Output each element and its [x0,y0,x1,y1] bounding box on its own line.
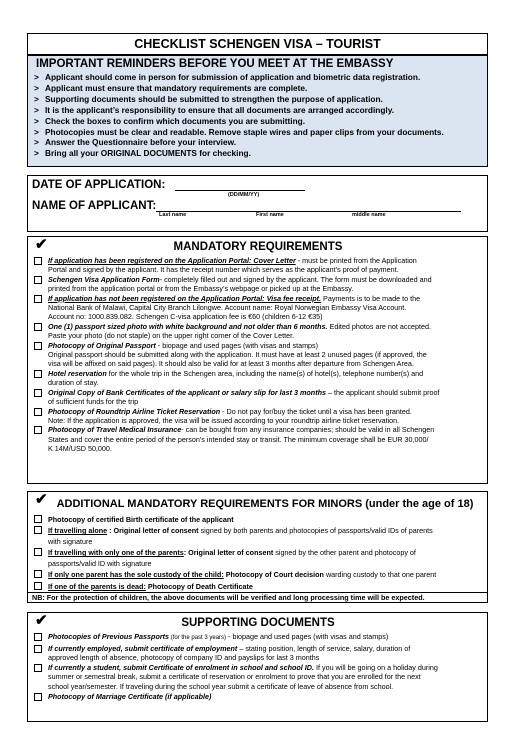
supporting-heading-row [33,613,483,632]
item-line [48,653,483,663]
reminders-box [27,55,488,167]
reminder-item [34,137,481,148]
item-title: Photocopy of certified Birth certificate of the applicant [48,515,234,524]
reminder-text: Supporting documents should be submitted to strengthen the purpose of application. [45,93,383,104]
item-subtitle: : Original letter of consent [107,526,199,536]
item-title: If application has been registered on the Application Portal: Cover Letter [48,256,296,265]
item-line [48,558,483,569]
item-line [48,350,483,359]
date-label: DATE OF APPLICATION: [32,179,166,191]
checklist-item [33,525,483,547]
bullet-icon: > [34,137,39,148]
applicant-box [27,175,488,232]
reminder-item [34,72,481,83]
checklist-item [33,407,483,426]
name-label: NAME OF APPLICANT: [32,200,157,212]
reminders-heading: IMPORTANT REMINDERS BEFORE YOU MEET AT THE EMBASSY [36,58,394,70]
item-line [48,672,483,682]
checkbox[interactable] [34,570,42,578]
minors-heading-row [33,492,483,514]
item-title: Photocopies of Previous Passports [48,632,170,641]
item-line [48,663,483,673]
checkbox[interactable] [34,664,42,672]
item-text: - biopage and used pages (with visas and stamps) [155,340,319,350]
item-line [48,569,483,580]
minors-heading: ADDITIONAL MANDATORY REQUIREMENTS FOR MINORS (under the age of 18) [56,498,474,510]
supporting-section [27,612,488,722]
checkbox[interactable] [34,526,42,534]
checkbox[interactable] [34,693,42,701]
item-line [48,632,483,644]
item-text: - can be bought from any insurance companies; should be valid in all Schengen [181,425,435,435]
item-line [48,435,483,444]
item-line [48,444,483,453]
reminder-text: Applicant should come in person for submission of application and biometric data registration. [45,72,421,82]
mandatory-heading: MANDATORY REQUIREMENTS [173,241,343,253]
item-line [48,514,483,525]
date-format-hint: (DD/MM/YY) [228,192,260,198]
item-line [48,407,483,416]
checkmark-icon: ✔ [35,236,48,253]
mandatory-list [33,256,483,454]
item-text: Edited photos are not accepted. [327,321,432,331]
mandatory-heading-row [33,237,483,256]
item-line [48,525,483,536]
minors-note: NB: For the protection of children, the above documents will be verified and long processing time will be expected. [28,592,487,603]
item-text: – the applicant should submit proof [325,387,440,397]
item-line [48,397,483,406]
item-line [48,322,483,331]
item-title: One (1) passport sized photo with white background and not older than 6 months. [48,321,328,331]
checklist-item [33,275,483,294]
bullet-icon: > [34,115,39,126]
item-line [48,416,483,425]
reminder-item [34,148,481,159]
item-text: States and cover the entire period of the person’s intended stay or transit. The minimum coverage shall be EUR 30,000/ [48,434,429,444]
item-line [48,265,483,274]
item-line [48,275,483,284]
checkmark-icon: ✔ [35,491,48,508]
checkbox[interactable] [34,370,42,378]
reminder-text: Photocopies must be clear and readable. Remove staple wires and paper clips from your documents. [45,126,444,137]
reminders-list [34,72,481,159]
supporting-heading: SUPPORTING DOCUMENTS [181,617,335,629]
date-row [32,179,483,191]
checkbox[interactable] [34,295,42,303]
checklist-item [33,294,483,322]
reminder-text: It is the applicant’s responsibility to ensure that all documents are arranged accordingly. [45,104,395,115]
item-line [48,682,483,692]
checklist-item [33,692,483,702]
item-title: Photocopy of Roundtrip Airline Ticket Reservation [48,406,221,416]
item-text: Payments is to be made to the [321,293,421,303]
reminder-text: Check the boxes to confirm which documents you are submitting. [45,115,306,126]
item-text: warding custody to that one parent [323,570,437,580]
item-text: Portal and signed by the applicant. It has the receipt number which serves as the applicant’s proof of payment. [48,265,399,275]
item-title: If one of the parents is dead: [48,581,146,591]
checkmark-icon: ✔ [35,612,48,629]
item-line [48,692,483,702]
reminder-item [34,105,481,116]
item-text: for the whole trip in the Schengen area, including the name(s) of hotel(s), telephone number(s) and [106,368,424,378]
reminder-text: Applicant must ensure that mandatory requirements are complete. [45,82,308,93]
item-line [48,547,483,558]
item-text: Original passport should be submitted along with the application. It must have at least 2 unused pages (if approved, the [48,350,427,360]
checkbox[interactable] [34,582,42,590]
item-title: If application has not been registered on the Application Portal: Visa fee receipt. [48,293,322,303]
checkbox[interactable] [34,548,42,556]
item-line [48,341,483,350]
reminder-text: Answer the Questionnaire before your interview. [45,137,237,148]
checkbox[interactable] [34,323,42,331]
item-text: - biopage and used pages (with visas and stamps) [226,632,389,641]
checklist-item [33,547,483,569]
item-text: If you will be going on a holiday during [313,662,438,672]
checklist-item [33,425,483,453]
checkbox[interactable] [34,257,42,265]
item-line [48,312,483,321]
last-name-hint: Last name [159,212,187,218]
reminder-item [34,83,481,94]
checklist-item [33,569,483,580]
first-name-hint: First name [256,212,284,218]
item-text: - completely filled out and signed by the applicant. The form must be downloaded and [159,274,432,284]
item-line [48,369,483,378]
page-title: CHECKLIST SCHENGEN VISA – TOURIST [27,33,488,55]
checklist-item [33,663,483,692]
checklist-item [33,369,483,388]
checkbox[interactable] [34,426,42,434]
supporting-list [33,632,483,701]
item-line [48,359,483,368]
item-text: Account no: 1000.839.082. Schengen C-visa application fee is €60 (children 6-12 €35) [48,312,323,322]
bullet-icon: > [34,148,39,159]
item-text: signed by the other parent and photocopy of [273,548,416,558]
bullet-icon: > [34,104,39,115]
mandatory-section [27,236,488,484]
item-title: If only one parent has the sole custody of the child: [48,570,224,580]
name-row [32,200,483,212]
item-text: of sufficient funds for the trip [48,397,139,407]
item-title: Original Copy of Bank Certificates of the applicant or salary slip for last 3 months [48,387,326,397]
bullet-icon: > [34,126,39,137]
checkbox[interactable] [34,515,42,523]
checklist-item [33,341,483,369]
item-line [48,425,483,434]
checkbox[interactable] [34,408,42,416]
item-subtitle: Photocopy of Death Certificate [145,581,253,591]
item-text: approved length of absence, photocopy of company ID and payslips for last 3 months [48,653,320,663]
item-title: If travelling alone [48,526,108,536]
item-text: passports/valid ID with signature [48,559,152,569]
item-line [48,536,483,547]
item-text: – stating position, length of service, salary, duration of [237,643,411,653]
reminder-item [34,127,481,138]
middle-name-hint: middle name [352,212,386,218]
bullet-icon: > [34,72,39,82]
minors-list [33,514,483,592]
bullet-icon: > [34,93,39,104]
item-text: - Do not pay for/buy the ticket until a visa has been granted. [220,406,412,416]
item-line [48,644,483,654]
item-subtitle: Photocopy of Court decision [223,570,324,580]
checklist-item [33,632,483,644]
item-text: summer or semestral break, submit a certificate of reservation or enrolment to prove that you are enrolled for the next [48,672,421,682]
reminder-text: Bring all your ORIGINAL DOCUMENTS for checking. [45,148,251,159]
item-title: Photocopy of Travel Medical Insurance [48,425,182,435]
item-line [48,331,483,340]
name-field[interactable] [156,200,461,212]
item-title: If currently employed, submit certificate of employment [48,643,238,653]
item-title: If currently a student, submit Certificate of enrolment in school and school ID. [48,662,314,672]
item-title: Hotel reservation [48,368,107,378]
item-line [48,303,483,312]
item-text: signed by both parents and photocopies of passports/valid IDs of parents [198,526,433,536]
item-title: Photocopy of Original Passport [48,340,156,350]
checklist-item [33,388,483,407]
item-text: - must be printed from the Application [295,256,417,265]
reminder-item [34,116,481,127]
checklist-item [33,644,483,663]
item-text: school year/semester. If traveling during the school year submit a certificate of leave of absence from school. [48,681,394,691]
item-text: National Bank of Malawi, Capital City Branch Lilongwe. Account name: Royal Norwegian Embassy Visa Account. [48,303,407,313]
item-line [48,388,483,397]
checkbox[interactable] [34,389,42,397]
item-subtitle: : Original letter of consent [183,548,274,558]
checkbox[interactable] [34,276,42,284]
item-note: (for the past 3 years) [169,635,227,641]
checkbox[interactable] [34,342,42,350]
bullet-icon: > [34,82,39,93]
name-parts [32,212,483,220]
item-line [48,581,483,592]
item-text: Note: If the application is approved, the visa will be issued according to your roundtrip airline ticket reservation. [48,415,400,425]
checklist-item [33,581,483,592]
item-text: with signature [48,537,93,547]
item-line [48,378,483,387]
checkbox[interactable] [34,633,42,641]
checklist-item [33,514,483,525]
item-text: Paste your photo (do not staple) on the upper right corner of the Cover Letter. [48,331,295,341]
checklist-item [33,322,483,341]
item-title: Schengen Visa Application Form [48,274,160,284]
checklist-item [33,256,483,275]
item-title: Photocopy of Marriage Certificate (if applicable) [48,691,212,701]
item-title: If travelling with only one of the parents [48,548,184,558]
date-field[interactable] [175,179,305,191]
checkbox[interactable] [34,645,42,653]
item-line [48,284,483,293]
item-text: visa will be affixed on said pages). It should also be valid for at least 3 months after departure from Schengen Area. [48,359,414,369]
item-line [48,256,483,265]
item-line [48,294,483,303]
item-text: printed from the application portal or from the Embassy’s webpage or picked up at the Embassy. [48,284,354,294]
item-text: K 14M/USD 50,000. [48,444,112,454]
minors-section [27,491,488,603]
item-text: duration of stay. [48,378,99,388]
reminder-item [34,94,481,105]
